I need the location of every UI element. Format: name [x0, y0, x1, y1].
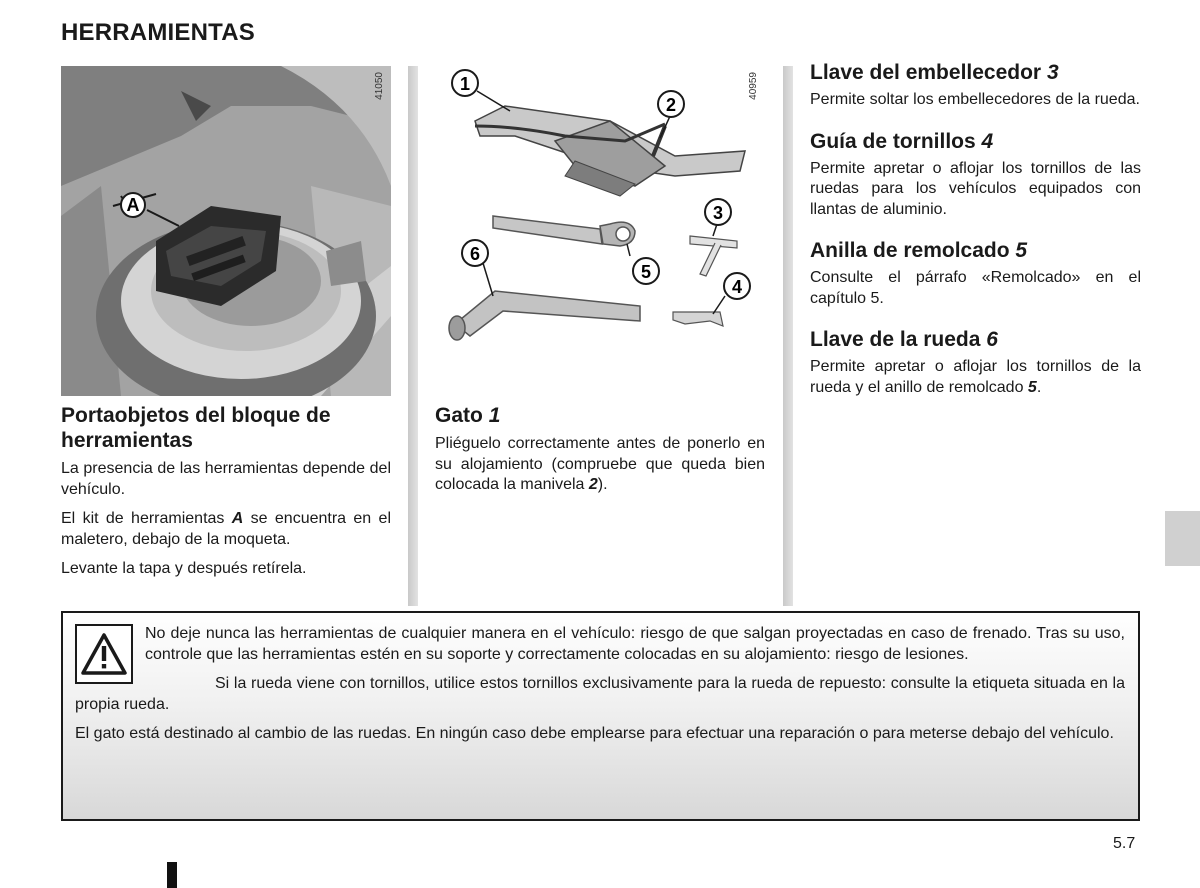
page-number: 5.7: [1113, 835, 1136, 852]
warning-triangle-icon: [75, 624, 133, 684]
tools-illustration: [435, 66, 765, 396]
column-tool-descriptions: [810, 60, 1141, 416]
section-heading: Anilla de remolcado 5: [810, 239, 1028, 262]
section-heading: Llave del embellecedor 3: [810, 61, 1059, 84]
paragraph: Permite apretar o aflojar los tornillos de las ruedas para los vehículos equipados con llantas de aluminio.: [810, 159, 1141, 218]
paragraph: Permite soltar los embellecedores de la rueda.: [810, 91, 1140, 108]
warning-paragraph: El gato está destinado al cambio de las ruedas. En ningún caso debe emplearse para efectuar una reparación o para meterse debajo del vehículo.: [75, 725, 1114, 742]
warning-box: [61, 611, 1140, 821]
section-heading: Portaobjetos del bloque de herramientas: [61, 404, 331, 452]
column-separator: [408, 66, 418, 606]
callout-3: [705, 199, 731, 225]
section-heading: Gato 1: [435, 404, 501, 427]
figure-reference: 40959: [748, 72, 759, 100]
svg-text:4: 4: [731, 277, 743, 297]
svg-text:5: 5: [640, 262, 652, 282]
ref-2: 2: [588, 476, 598, 493]
callout-2: [658, 91, 684, 117]
svg-text:3: 3: [712, 203, 724, 223]
paragraph: El kit de herramientas A se encuentra en el maletero, debajo de la moqueta.: [61, 510, 391, 548]
svg-text:2: 2: [665, 95, 677, 115]
section-heading: Guía de tornillos 4: [810, 129, 994, 153]
callout-5: [633, 258, 659, 284]
callout-1: [452, 70, 478, 96]
callout-label-a: A: [126, 195, 140, 215]
svg-text:1: 1: [459, 74, 471, 94]
paragraph: Consulte el párrafo «Remolcado» en el capítulo 5.: [810, 269, 1141, 307]
warning-paragraph: Si la rueda viene con tornillos, utilice estos tornillos exclusivamente para la rueda de repuesto: consulte la etiqueta situada en la propia rueda.: [75, 675, 1125, 713]
ref-5: 5: [1027, 378, 1037, 396]
callout-4: [724, 273, 750, 299]
paragraph: Permite apretar o aflojar los tornillos de la rueda y el anillo de remolcado 5.: [810, 358, 1141, 396]
column-jack: [435, 66, 765, 496]
chapter-tab: [1165, 511, 1200, 566]
paragraph: Levante la tapa y después retírela.: [61, 560, 307, 577]
ref-a: A: [231, 510, 244, 527]
svg-text:6: 6: [469, 244, 481, 264]
warning-paragraph: No deje nunca las herramientas de cualquier manera en el vehículo: riesgo de que salgan proyectadas en caso de frenado. Tras su uso, controle que las herramientas estén en su soporte y correctamente colocadas en su alojamiento: riesgo de lesiones.: [145, 625, 1125, 663]
trunk-spare-wheel-illustration: [61, 66, 391, 396]
trunk-photo-figure: [61, 66, 391, 396]
paragraph: Pliéguelo correctamente antes de ponerlo en su alojamiento (compruebe que queda bien colocada la manivela 2).: [435, 435, 765, 493]
page-title: HERRAMIENTAS: [61, 19, 255, 46]
figure-reference: 41050: [374, 72, 385, 100]
column-tool-kit: [61, 66, 391, 589]
paragraph: La presencia de las herramientas depende del vehículo.: [61, 460, 391, 498]
tools-figure: [435, 66, 765, 396]
page-edge-mark: [167, 862, 177, 888]
column-separator: [783, 66, 793, 606]
section-heading: Llave de la rueda 6: [810, 328, 998, 351]
callout-6: [462, 240, 488, 266]
